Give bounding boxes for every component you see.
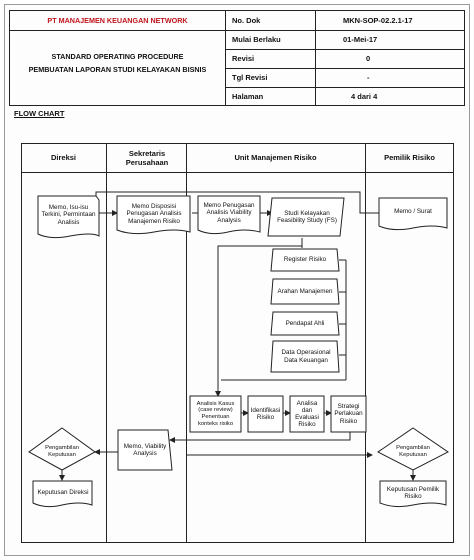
sop-title-line2: PEMBUATAN LAPORAN STUDI KELAYAKAN BISNIS <box>28 65 207 74</box>
node-memo-penugasan: Memo Penugasan Analisis Viability Analysis <box>203 202 255 224</box>
node-pengambilan-keputusan-direksi: Pengambilan Keputusan <box>45 445 79 458</box>
node-keputusan-pemilik: Keputusan Pemilik Risiko <box>386 485 440 500</box>
label-mulai-berlaku: Mulai Berlaku <box>232 35 281 44</box>
lane-unit-manajemen-risiko: Unit Manajemen Risiko <box>234 153 317 162</box>
node-identifikasi-risiko: Identifikasi Risiko <box>250 406 281 421</box>
value-halaman: 4 dari 4 <box>351 92 378 101</box>
node-keputusan-direksi: Keputusan Direksi <box>37 489 89 497</box>
lane-direksi: Direksi <box>50 153 77 162</box>
node-strategi-perlakuan: Strategi Perlakuan Risiko <box>334 403 363 425</box>
node-studi-kelayakan: Studi Kelayakan Feasibility Study (FS) <box>277 209 337 224</box>
node-memo-disposisi: Memo Disposisi Penugasan Analisis Manajemen Risiko <box>126 203 182 225</box>
node-arahan-manajemen: Arahan Manajemen <box>277 287 333 295</box>
node-data-operasional: Data Operasional Data Keuangan <box>281 349 331 364</box>
label-tgl-revisi: Tgl Revisi <box>232 73 268 82</box>
label-halaman: Halaman <box>232 92 264 101</box>
node-analisa-evaluasi: Analisa dan Evaluasi Risiko <box>295 399 319 429</box>
node-memo-isu: Memo, Isu-isu Terkini, Permintaan Analisis <box>41 204 96 226</box>
sop-title-line1: STANDARD OPERATING PROCEDURE <box>51 52 184 61</box>
lane-sekretaris: Sekretaris Perusahaan <box>125 149 169 167</box>
label-no-dok: No. Dok <box>232 16 261 25</box>
node-pendapat-ahli: Pendapat Ahli <box>285 319 325 327</box>
company-name: PT MANAJEMEN KEUANGAN NETWORK <box>47 16 188 25</box>
value-mulai-berlaku: 01-Mei-17 <box>343 35 378 44</box>
node-memo-surat: Memo / Surat <box>394 208 432 216</box>
value-no-dok: MKN-SOP-02.2.1-17 <box>343 16 413 25</box>
node-register-risiko: Register Risiko <box>283 256 327 264</box>
node-memo-viability: Memo, Viability Analysis <box>123 442 167 457</box>
value-tgl-revisi: - <box>367 73 370 82</box>
value-revisi: 0 <box>366 54 371 63</box>
section-title: FLOW CHART <box>14 109 65 118</box>
node-analisis-kasus: Analisis Kasus (case review) Penentuan konteks risiko <box>196 400 235 427</box>
label-revisi: Revisi <box>232 54 255 63</box>
node-pengambilan-keputusan-pemilik: Pengambilan Keputusan <box>396 445 430 458</box>
lane-pemilik-risiko: Pemilik Risiko <box>384 153 435 162</box>
